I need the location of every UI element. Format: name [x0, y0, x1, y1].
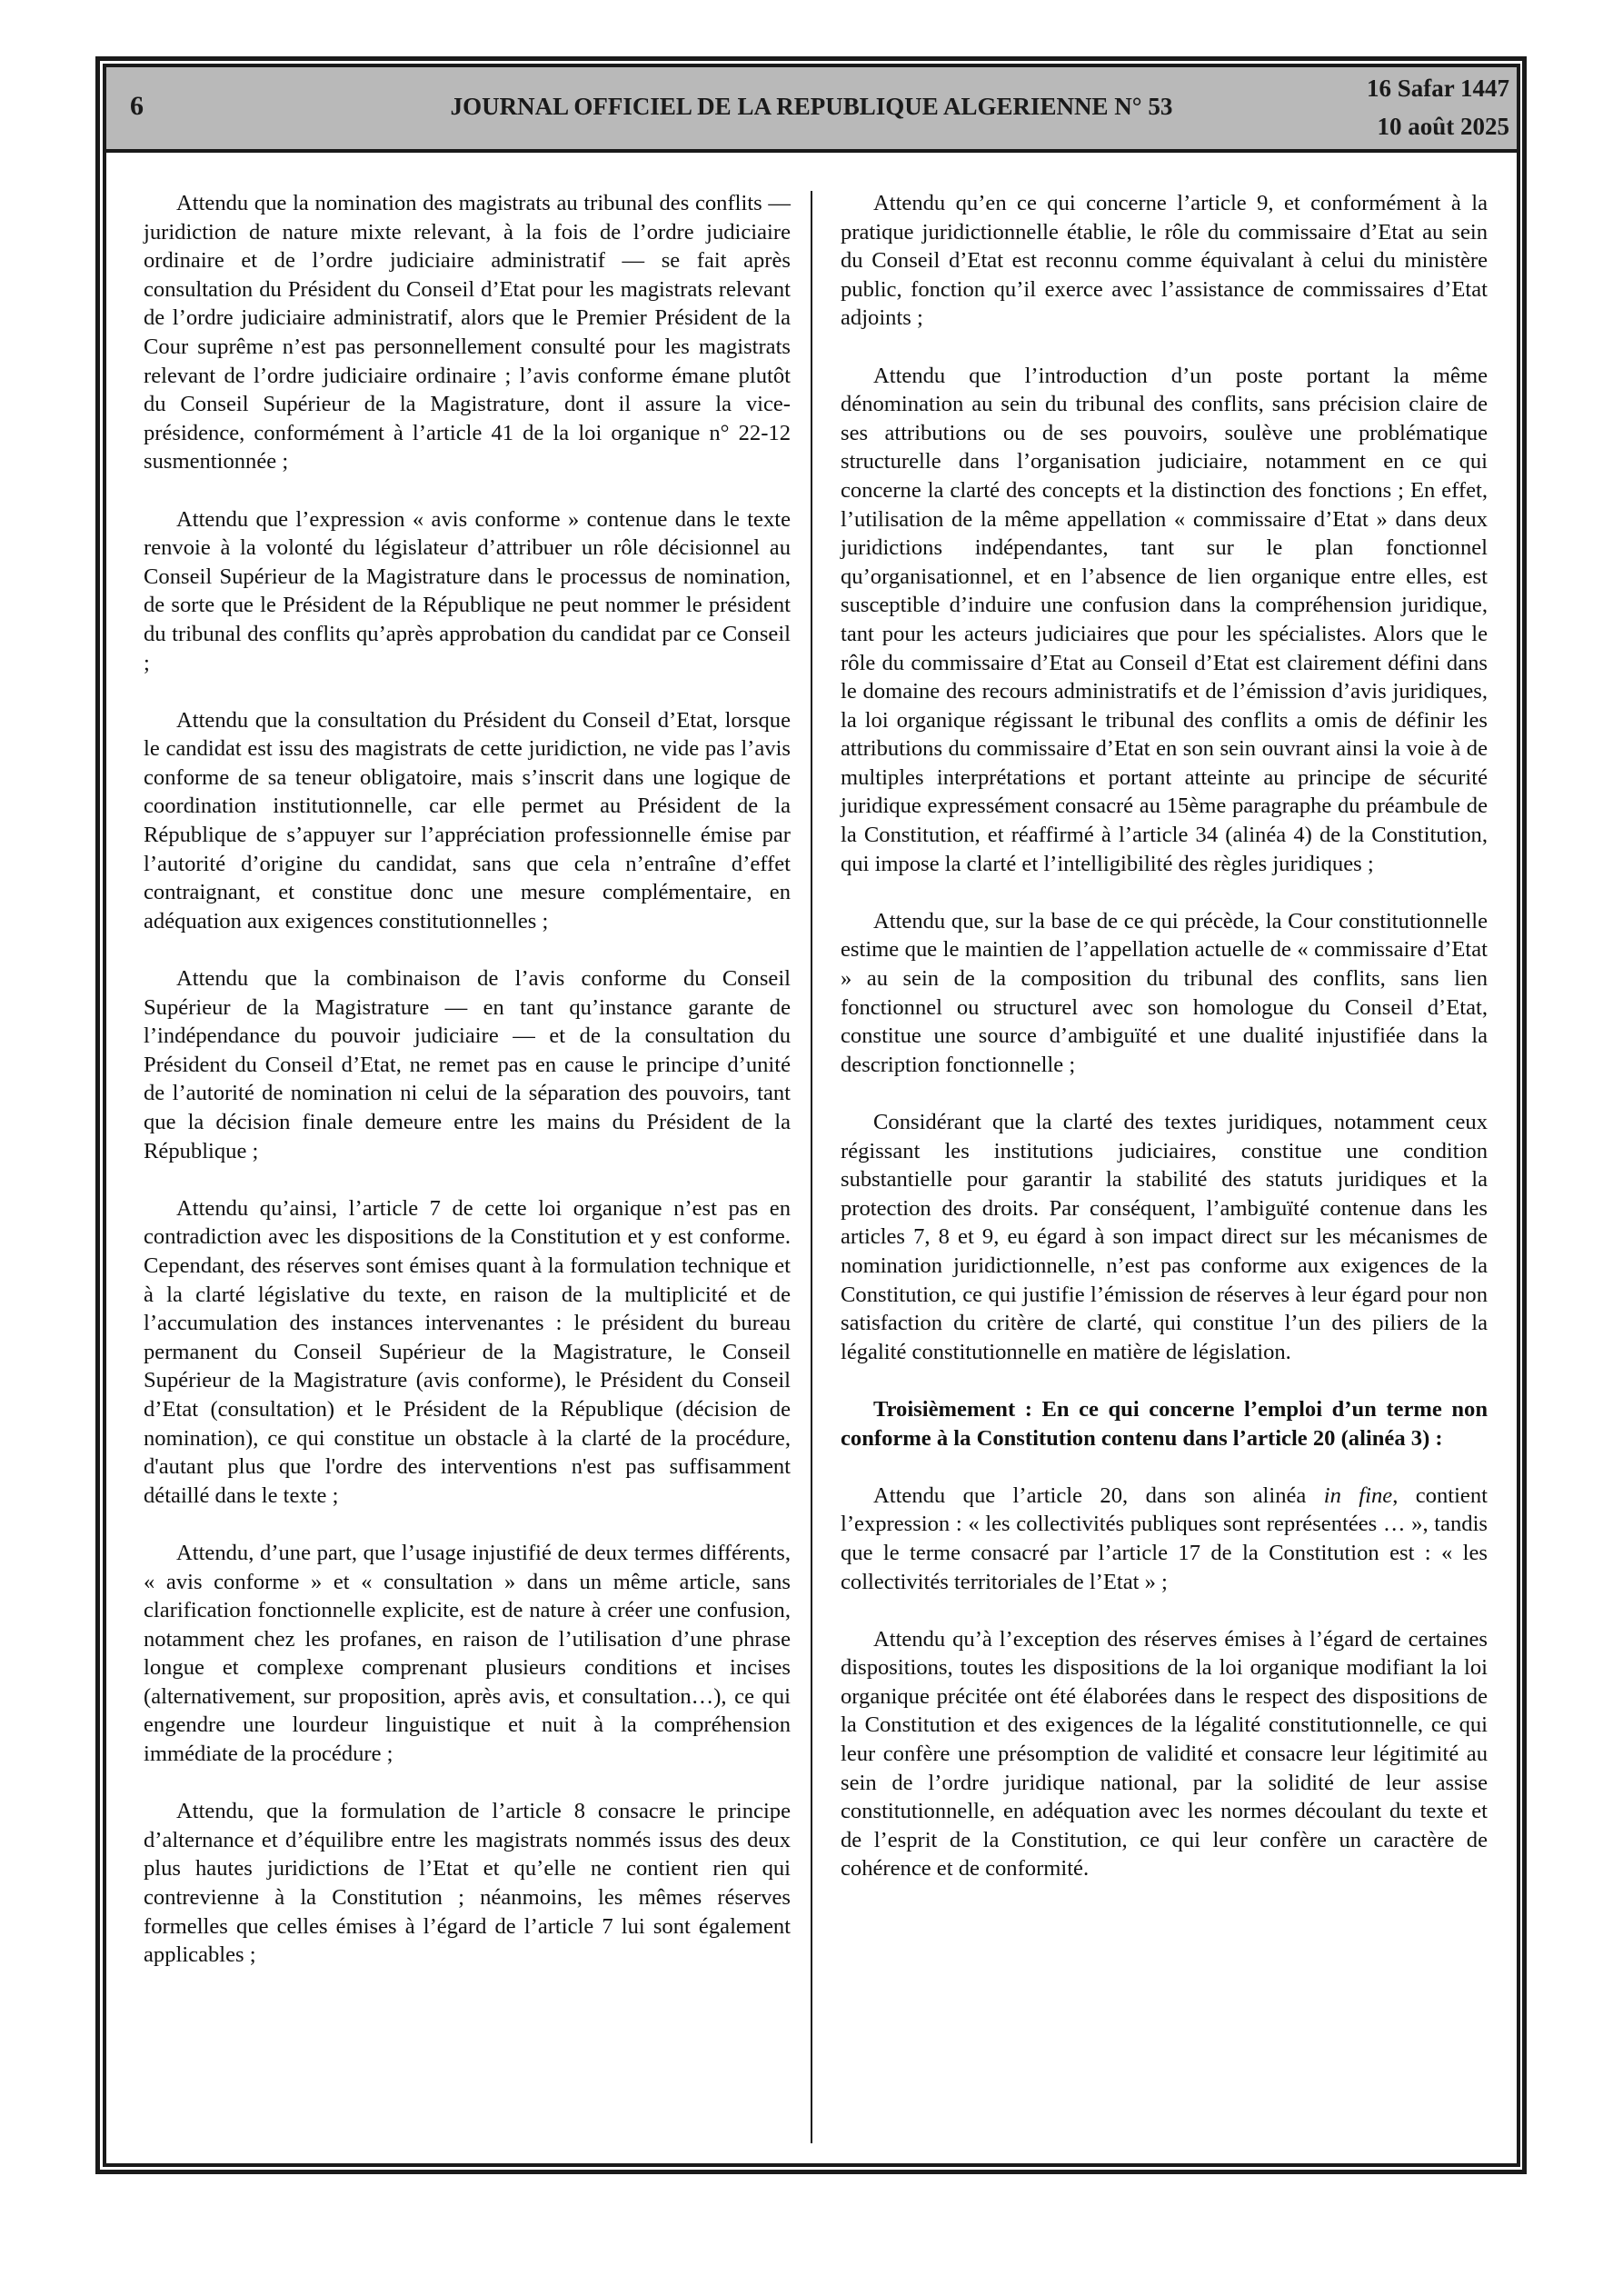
paragraph: Attendu que l’introduction d’un poste portant la même dénomination au sein du tribunal des conflits, sans précision claire de ses attributions ou de ses pouvoirs, soulève une problématique structurelle dans l’organisation judiciaire, notamment en ce qui concerne la clarté des concepts et la distinction des fonctions ; En effet, l’utilisation de la même appellation « commissaire d’Etat » dans deux juridictions indépendantes, tant sur le plan fonctionnel qu’organisationnel, et en l’absence de lien organique entre elles, est susceptible d’induire une confusion dans la compréhension juridique, tant pour les acteurs judiciaires que pour les spécialistes. Alors que le rôle du commissaire d’Etat au Conseil d’Etat est clairement défini dans le domaine des recours administratifs et de l’émission d’avis juridiques, la loi organique régissant le tribunal des conflits a omis de définir les attributions du commissaire d’Etat en son sein ouvrant ainsi la voie à de multiples interprétations et portant atteinte au principe de sécurité juridique expressément consacré au 15ème paragraphe du préambule de la Constitution, et réaffirmé à l’article 34 (alinéa 4) de la Constitution, qui impose la clarté et l’intelligibilité des règles juridiques ; [841, 363, 1488, 876]
section-heading: Troisièmement : En ce qui concerne l’emploi d’un terme non conforme à la Constitution contenu dans l’article 20 (alinéa 3) : [841, 1396, 1488, 1451]
journal-header-bar [106, 67, 1517, 153]
issue-dates [1367, 69, 1509, 145]
journal-title: JOURNAL OFFICIEL DE LA REPUBLIQUE ALGERIENNE N° 53 [450, 93, 1173, 120]
paragraph: Considérant que la clarté des textes juridiques, notamment ceux régissant les institutions judiciaires, constitue une condition substantielle pour garantir la stabilité des statuts juridiques et la protection des droits. Par conséquent, l’ambiguïté contenue dans les articles 7, 8 et 9, eu égard à son impact direct sur les mécanismes de nomination juridictionnelle, n’est pas conforme aux exigences de la Constitution, ce qui justifie l’émission de réserves à leur égard pour non satisfaction du critère de clarté, qui constitue l’un des piliers de la légalité constitutionnelle en matière de législation. [841, 1110, 1488, 1364]
page-number: 6 [130, 91, 144, 121]
left-text-column [144, 189, 791, 1998]
column-divider [811, 191, 812, 2143]
paragraph: Attendu qu’en ce qui concerne l’article 9, et conformément à la pratique juridictionnelle établie, le rôle du commissaire d’Etat au sein du Conseil d’Etat est reconnu comme équivalant à celui du ministère public, fonction qu’il exerce avec l’assistance de commissaires d’Etat adjoints ; [841, 191, 1488, 331]
text-segment: , contient l’expression : « les collectivités publiques sont représentées … », tandis que le terme consacré par l’article 17 de la Constitution est : « les collectivités territoriales de l’Etat » ; [841, 1482, 1488, 1594]
paragraph: Attendu qu’à l’exception des réserves émises à l’égard de certaines dispositions, toutes les dispositions de la loi organique modifiant la loi organique précitée ont été élaborées dans le respect des dispositions de la Constitution et des exigences de la légalité constitutionnelle, ce qui leur confère une présomption de validité et consacre leur légitimité au sein de l’ordre juridique national, par la solidité de leur assise constitutionnelle, en adéquation avec les normes découlant du texte et de l’esprit de la Constitution, ce qui leur confère un caractère de cohérence et de conformité. [841, 1626, 1488, 1882]
text-segment: Attendu que l’article 20, dans son alinéa [873, 1482, 1324, 1508]
gregorian-date: 10 août 2025 [1377, 113, 1509, 140]
paragraph-article-20 [841, 1482, 1488, 1596]
paragraph: Attendu que la consultation du Président du Conseil d’Etat, lorsque le candidat est issu des magistrats de cette juridiction, ne vide pas l’avis conforme de sa teneur obligatoire, mais s’inscrit dans une logique de coordination institutionnelle, car elle permet au Président de la République de s’appuyer sur l’appréciation professionnelle émise par l’autorité d’origine du candidat, sans que cela n’entraîne d’effet contraignant, et constitue donc une mesure complémentaire, en adéquation aux exigences constitutionnelles ; [144, 707, 791, 933]
italic-term: in fine [1323, 1482, 1393, 1508]
paragraph: Attendu que la combinaison de l’avis conforme du Conseil Supérieur de la Magistrature — en tant qu’instance garante de l’indépendance du pouvoir judiciaire — et de la consultation du Président du Conseil d’Etat, ne remet pas en cause le principe d’unité de l’autorité de nomination ni celui de la séparation des pouvoirs, tant que la décision finale demeure entre les mains du Président de la République ; [144, 966, 791, 1163]
paragraph: Attendu que la nomination des magistrats au tribunal des conflits — juridiction de nature mixte relevant, à la fois de l’ordre judiciaire ordinaire et de l’ordre judiciaire administratif — se fait après consultation du Président du Conseil d’Etat pour les magistrats relevant de l’ordre judiciaire administratif, alors que le Premier Président de la Cour suprême n’est pas personnellement consulté pour les magistrats relevant de l’ordre judiciaire ordinaire ; l’avis conforme émane plutôt du Conseil Supérieur de la Magistrature, dont il assure la vice-présidence, conformément à l’article 41 de la loi organique n° 22-12 susmentionnée ; [144, 191, 791, 474]
paragraph: Attendu que, sur la base de ce qui précède, la Cour constitutionnelle estime que le maintien de l’appellation actuelle de « commissaire d’Etat » au sein de la composition du tribunal des conflits, sans lien fonctionnel ou structurel avec son homologue du Conseil d’Etat, constitue une source d’ambiguïté et une dualité injustifiée dans la description fonctionnelle ; [841, 908, 1488, 1077]
right-text-column [841, 189, 1488, 1912]
paragraph: Attendu qu’ainsi, l’article 7 de cette loi organique n’est pas en contradiction avec les dispositions de la Constitution et y est conforme. Cependant, des réserves sont émises quant à la formulation technique et à la clarté législative du texte, en raison de la multiplicité et de l’accumulation des instances intervenantes : le président du bureau permanent du Conseil Supérieur de la Magistrature, le Conseil Supérieur de la Magistrature (avis conforme), le Président du Conseil d’Etat (consultation) et le Président de la République (décision de nomination), ce qui constitue un obstacle à la clarté de la procédure, d'autant plus que l'ordre des interventions n'est pas suffisamment détaillé dans le texte ; [144, 1195, 791, 1508]
paragraph: Attendu que l’expression « avis conforme » contenue dans le texte renvoie à la volonté du législateur d’attribuer un rôle décisionnel au Conseil Supérieur de la Magistrature dans le processus de nomination, de sorte que le Président de la République ne peut nommer le président du tribunal des conflits qu’après approbation du candidat par ce Conseil ; [144, 506, 791, 675]
hijri-date: 16 Safar 1447 [1366, 75, 1509, 102]
paragraph: Attendu, d’une part, que l’usage injustifié de deux termes différents, « avis conforme » et « consultation » dans un même article, sans clarification fonctionnelle explicite, est de nature à créer une confusion, notamment chez les profanes, en raison de l’utilisation d’une phrase longue et complexe comprenant plusieurs conditions et incises (alternativement, sur proposition, après avis, et consultation…), ce qui engendre une lourdeur linguistique et nuit à la compréhension immédiate de la procédure ; [144, 1540, 791, 1767]
paragraph: Attendu, que la formulation de l’article 8 consacre le principe d’alternance et d’équilibre entre les magistrats nommés issus des deux plus hautes juridictions de l’Etat et qu’elle ne contient rien qui contrevienne à la Constitution ; néanmoins, les mêmes réserves formelles que celles émises à l’égard de l’article 7 lui sont également applicables ; [144, 1799, 791, 1968]
